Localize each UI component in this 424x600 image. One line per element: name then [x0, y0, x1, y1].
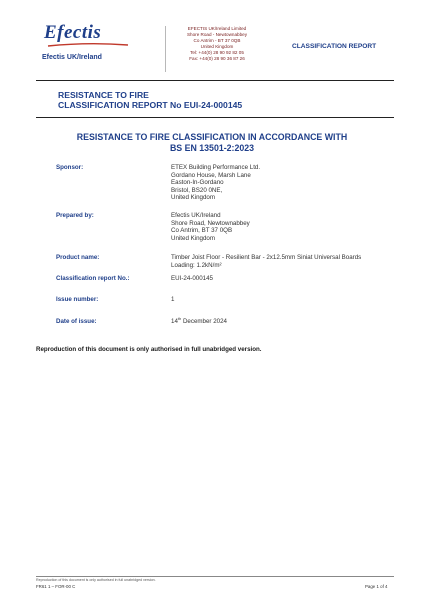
address-line: Co Antrim - BT 37 0QB	[193, 38, 241, 43]
title-line-1: RESISTANCE TO FIRE	[58, 90, 149, 100]
heading-line-1: RESISTANCE TO FIRE CLASSIFICATION IN ACCORDANCE WITH	[76, 132, 348, 142]
logo-swoosh-icon	[46, 42, 130, 48]
sponsor-value	[171, 164, 391, 202]
loading-line: Loading: 1.2kN/m²	[171, 261, 222, 269]
page-number: Page 1 of 4	[365, 584, 388, 589]
prepared-line: Efectis UK/Ireland	[171, 212, 221, 219]
title-line-2: CLASSIFICATION REPORT No EUI-24-000145	[58, 100, 243, 110]
address-line: EFECTIS UK/Ireland Limited	[187, 26, 247, 31]
report-no-value: EUI-24-000145	[171, 275, 213, 282]
product-name-label: Product name:	[56, 254, 100, 261]
address-line: United Kingdom	[200, 44, 234, 49]
issue-number-label: Issue number:	[56, 296, 99, 303]
sponsor-line: Bristol, BS20 0NE,	[171, 186, 223, 194]
logo-wordmark: Efectis	[44, 22, 102, 43]
prepared-by-label: Prepared by:	[56, 212, 94, 219]
address-line: Tel: +44(0) 28 90 92 82 05	[190, 50, 244, 55]
reproduction-notice: Reproduction of this document is only authorised in full unabridged version.	[36, 346, 262, 353]
sponsor-line: ETEX Building Performance Ltd.	[171, 164, 261, 171]
prepared-by-value	[171, 212, 391, 242]
address-line: Shore Road - Newtownabbey	[186, 32, 247, 37]
date-suffix: th	[177, 315, 182, 321]
issue-number-value: 1	[171, 296, 175, 303]
heading-line-2: BS EN 13501-2:2023	[169, 143, 255, 153]
sponsor-line: United Kingdom	[171, 194, 216, 202]
prepared-line: Shore Road, Newtownabbey	[171, 219, 250, 227]
product-name-value	[171, 254, 391, 269]
prepared-line: Co Antrim, BT 37 0QB	[171, 227, 233, 235]
efectis-logo	[44, 22, 134, 50]
footer-rule	[36, 576, 394, 577]
title-rule	[36, 117, 394, 118]
report-no-label: Classification report No.:	[56, 275, 130, 282]
sponsor-line: Gordano House, Marsh Lane	[171, 171, 251, 179]
company-address	[172, 26, 262, 62]
product-line: Timber Joist Floor - Resilient Bar - 2x12.5mm Siniat Universal Boards	[171, 254, 362, 261]
footer-form-ref: FR61 1 – FOR-00 C	[36, 584, 76, 589]
report-type-header: CLASSIFICATION REPORT	[292, 43, 377, 50]
org-name: Efectis UK/Ireland	[42, 54, 102, 61]
date-of-issue-label: Date of issue:	[56, 318, 97, 325]
main-heading	[50, 132, 374, 154]
sponsor-label: Sponsor:	[56, 164, 84, 171]
header-divider	[165, 26, 166, 72]
sponsor-line: Easton-In-Gordano	[171, 179, 224, 187]
date-day: 14	[171, 318, 178, 325]
address-line: Fax: +44(0) 28 90 36 87 26	[189, 56, 245, 61]
date-rest: December 2024	[181, 318, 227, 325]
footer-note: Reproduction of this document is only authorised in full unabridged version.	[36, 578, 156, 582]
report-title	[58, 90, 242, 110]
date-of-issue-value	[171, 315, 391, 326]
prepared-line: United Kingdom	[171, 234, 216, 242]
header-rule	[36, 80, 394, 81]
